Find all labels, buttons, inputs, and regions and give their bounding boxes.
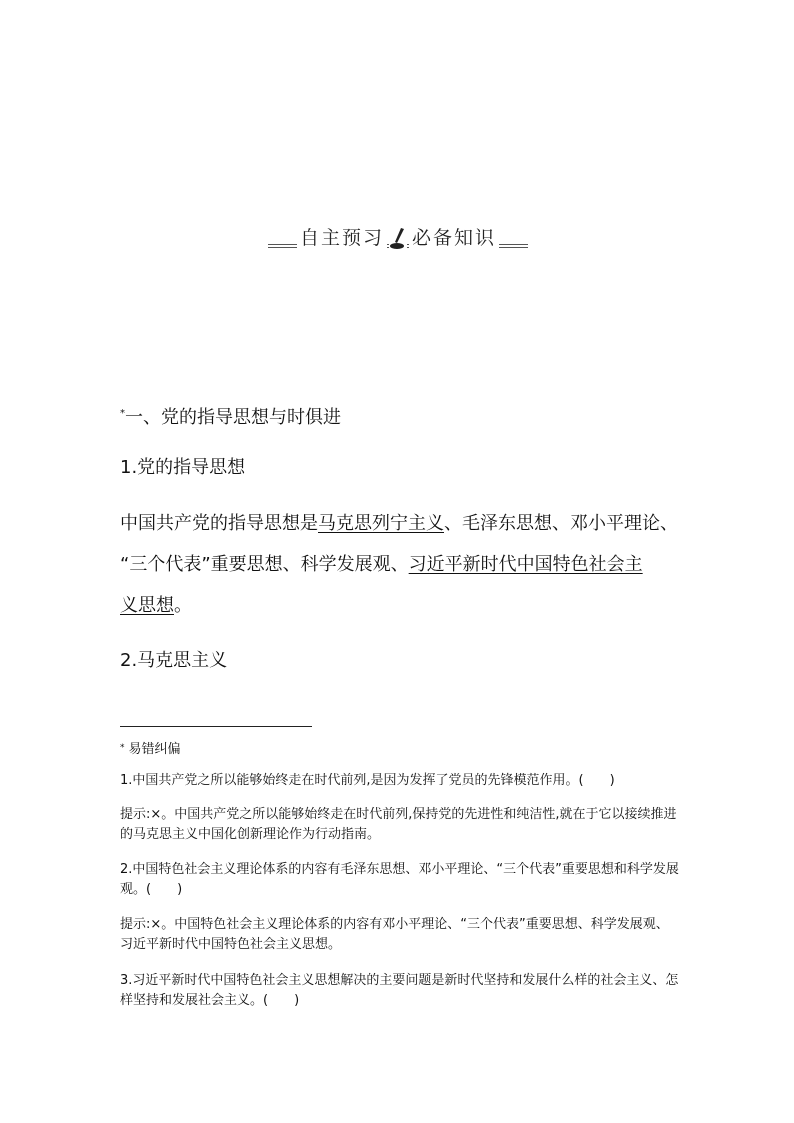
paragraph-line-3: [120, 594, 680, 618]
underlined-answer: 马克思列宁主义: [318, 513, 444, 534]
paragraph-line-2: [120, 553, 680, 577]
underlined-answer: 习近平新时代中国特色社会主: [408, 554, 643, 575]
subheading-guiding-thought: 1.党的指导思想: [120, 457, 246, 478]
subheading-marxism: 2.马克思主义: [120, 650, 228, 671]
footnote-marker: *: [120, 408, 125, 419]
footnote-question: 3.习近平新时代中国特色社会主义思想解决的主要问题是新时代坚持和发展什么样的社会主义、怎样坚持和发展社会主义。( ): [120, 973, 679, 1008]
footnote-question: 2.中国特色社会主义理论体系的内容有毛泽东思想、邓小平理论、“三个代表”重要思想和科学发展观。( ): [120, 862, 679, 897]
banner-left-text: 自主预习: [297, 226, 387, 250]
footnote-marker: *: [120, 743, 125, 753]
footnote-heading: [120, 738, 680, 760]
section-heading: [120, 402, 680, 430]
section-banner: [268, 224, 528, 252]
underlined-answer: 义思想: [120, 595, 174, 616]
text-run: 中国共产党的指导思想是: [120, 513, 318, 534]
section-title: 一、党的指导思想与时俱进: [125, 407, 341, 428]
footnote-hint: 提示:×。中国共产党之所以能够始终走在时代前列,保持党的先进性和纯洁性,就在于它以接续推进的马克思主义中国化创新理论作为行动指南。: [120, 807, 677, 842]
text-run: “三个代表”重要思想、科学发展观、: [120, 554, 409, 575]
banner-right-text: 必备知识: [409, 226, 499, 250]
footnote-hint: 提示:×。中国特色社会主义理论体系的内容有邓小平理论、“三个代表”重要思想、科学发展观、习近平新时代中国特色社会主义思想。: [120, 917, 669, 952]
paragraph-line-1: [120, 512, 680, 536]
footnote-divider: [120, 726, 312, 727]
text-run: 、毛泽东思想、邓小平理论、: [444, 513, 678, 534]
text-run: 。: [174, 595, 192, 616]
footnote-question: 1.中国共产党之所以能够始终走在时代前列,是因为发挥了党员的先锋模范作用。( ): [120, 773, 615, 788]
pen-icon: [389, 226, 407, 250]
footnote-title: 易错纠偏: [128, 742, 181, 757]
